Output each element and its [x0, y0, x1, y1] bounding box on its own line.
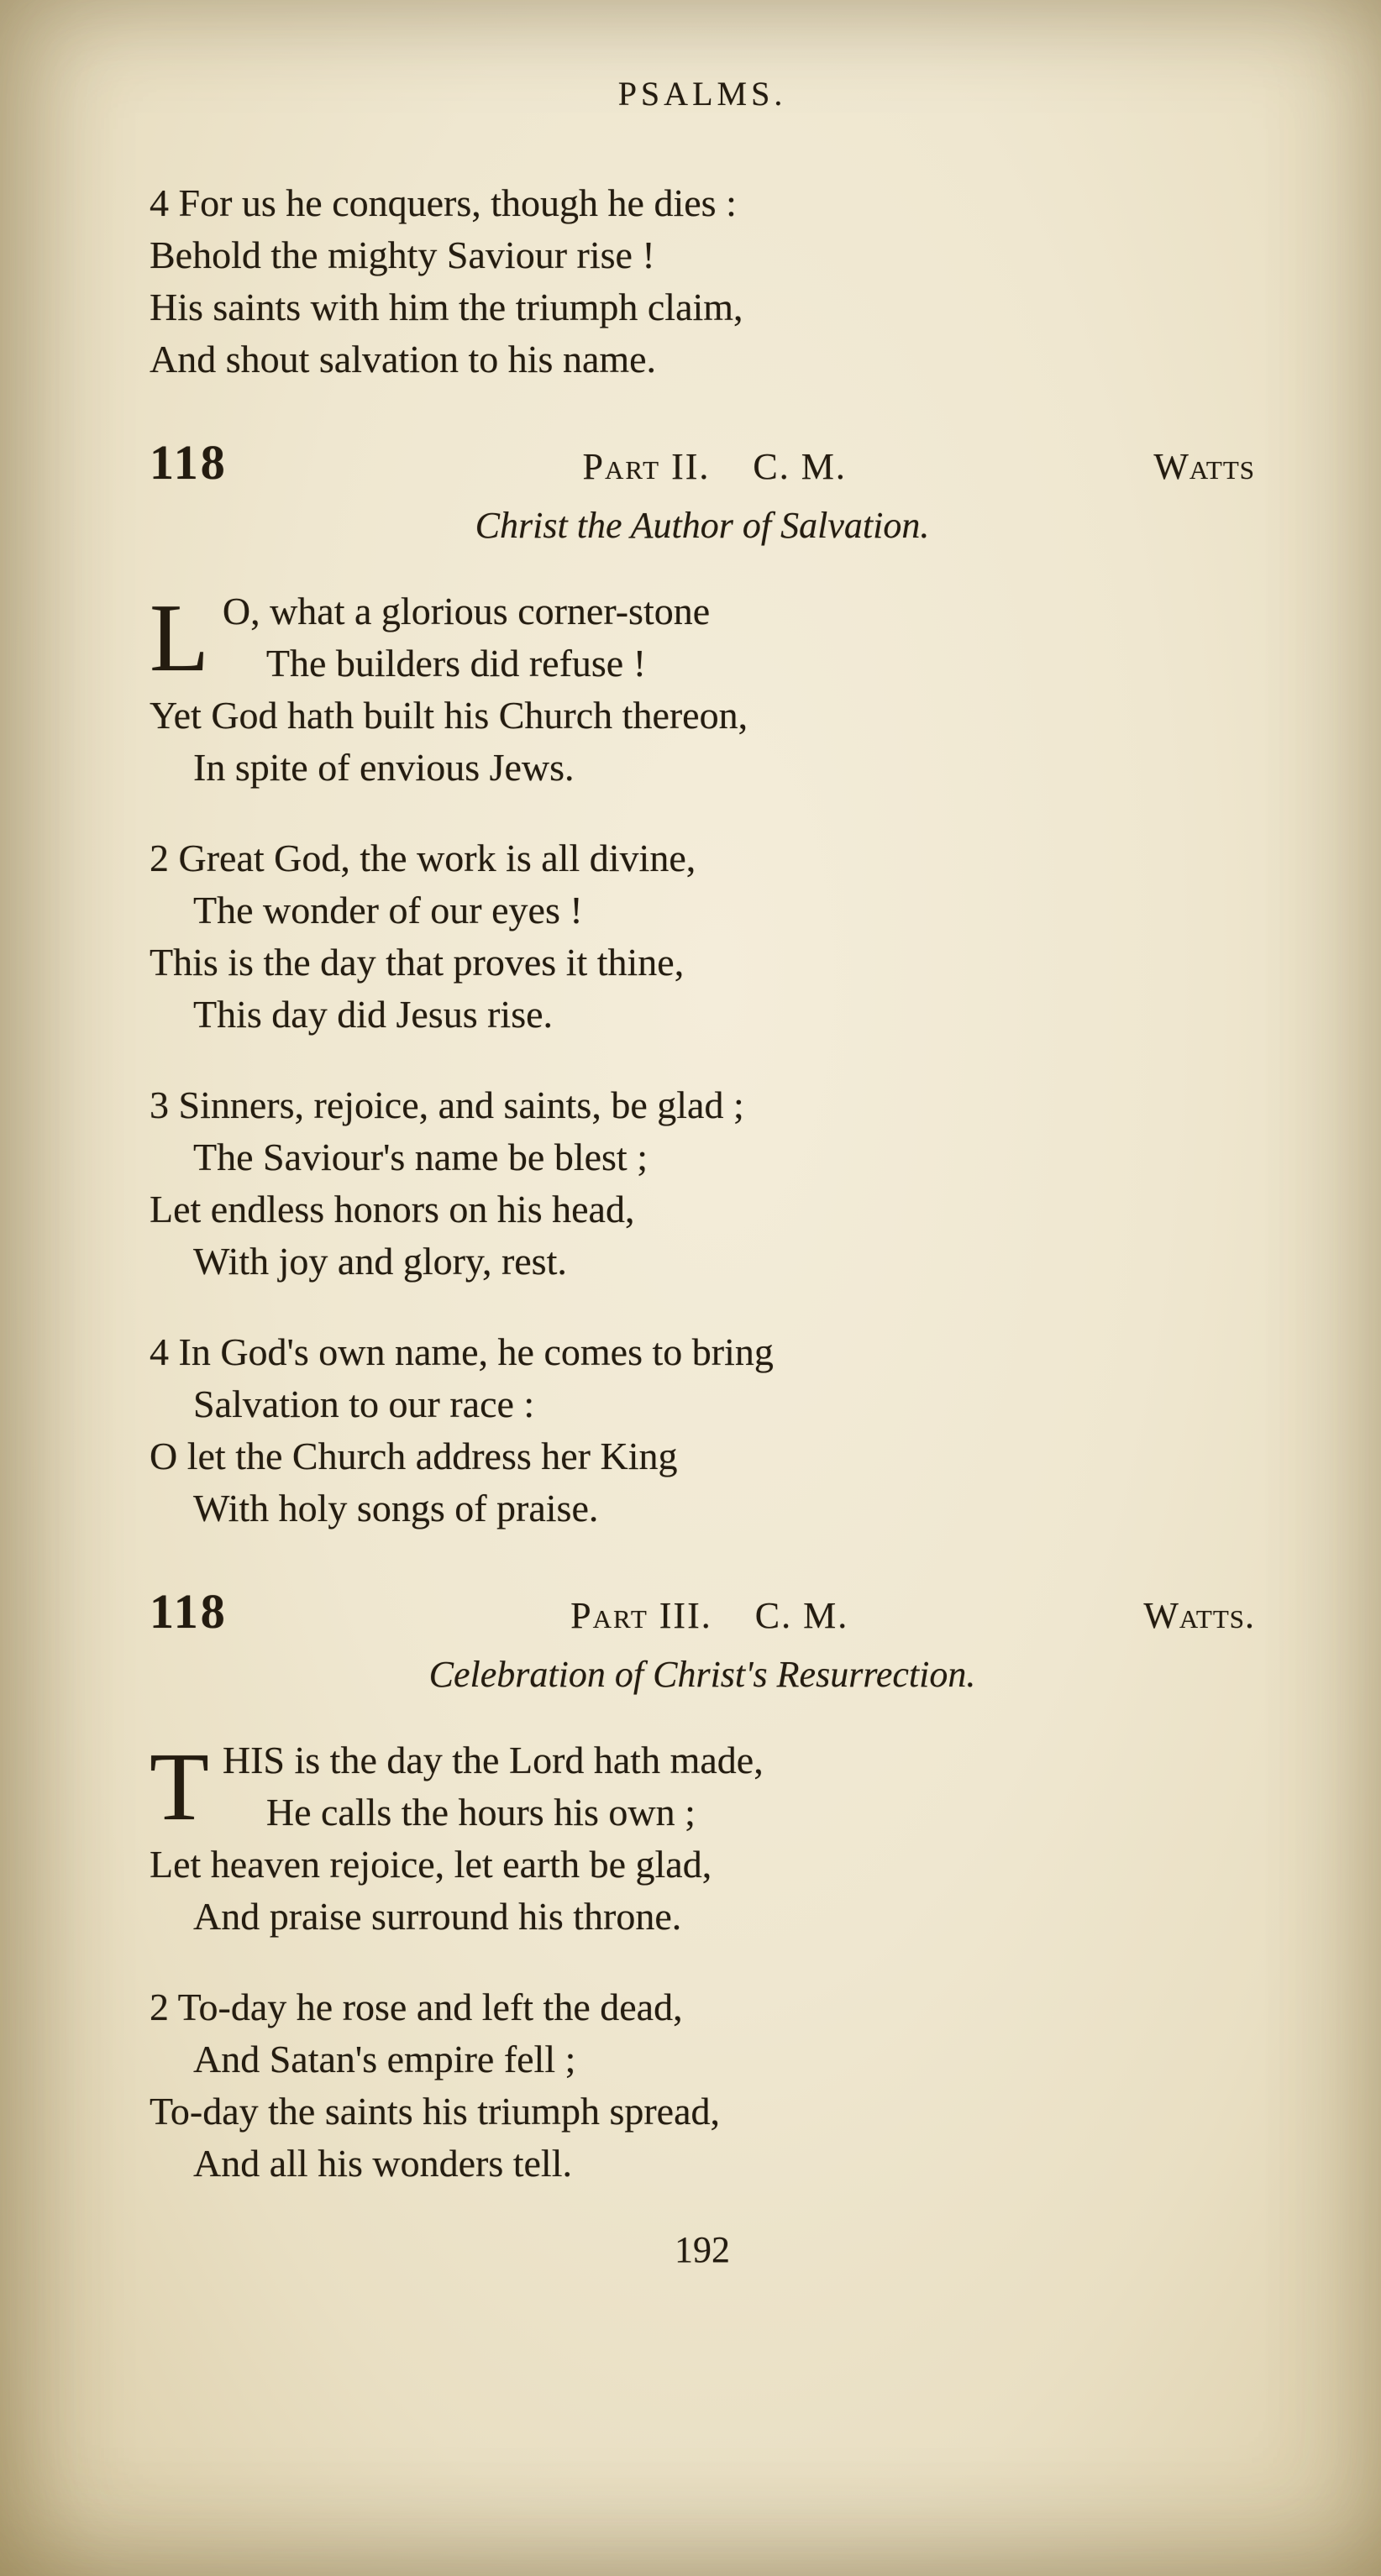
hymn-part: Part III. [570, 1595, 712, 1636]
verse-line: His saints with him the triumph claim, [150, 286, 743, 328]
verse-line: 2 Great God, the work is all divine, [150, 837, 696, 879]
verse-line: The builders did refuse ! [265, 642, 647, 685]
verse-line: HIS is the day the Lord hath made, [222, 1739, 764, 1781]
verse-line: Behold the mighty Saviour rise ! [150, 233, 655, 276]
hymn-header [150, 1583, 1255, 1640]
stanza [150, 1734, 1255, 1943]
verse-line: This day did Jesus rise. [193, 993, 554, 1036]
verse-line: 4 In God's own name, he comes to bring [150, 1330, 774, 1373]
verse-line: Yet God hath built his Church thereon, [150, 694, 748, 737]
page-number: 192 [675, 2229, 730, 2270]
verse-line: And praise surround his throne. [193, 1895, 682, 1938]
verse-line: With joy and glory, rest. [193, 1240, 567, 1283]
running-head: PSALMS. [617, 75, 787, 113]
verse-line: O let the Church address her King [150, 1435, 678, 1477]
verse-line: The wonder of our eyes ! [193, 889, 583, 931]
verse-line: And Satan's empire fell ; [193, 2038, 576, 2080]
hymn-part: Part II. [582, 446, 711, 487]
drop-cap: L [150, 585, 209, 692]
hymn-author: Watts. [1143, 1595, 1255, 1636]
hymn-part-meter [276, 445, 1153, 488]
hymn-118-part-2 [150, 434, 1255, 1535]
hymn-part-meter [276, 1594, 1143, 1637]
hymn-number: 118 [150, 1584, 228, 1639]
verse-line: O, what a glorious corner-stone [222, 590, 711, 632]
verse-line: He calls the hours his own ; [265, 1791, 696, 1834]
hymn-title: Christ the Author of Salvation. [475, 505, 930, 546]
hymn-meter: C. M. [753, 446, 847, 487]
hymn-header [150, 434, 1255, 491]
stanza [150, 832, 1255, 1041]
verse-line: 2 To-day he rose and left the dead, [150, 1986, 683, 2028]
verse-line: 3 Sinners, rejoice, and saints, be glad ; [150, 1083, 744, 1126]
verse-line: With holy songs of praise. [193, 1487, 599, 1529]
drop-cap: T [150, 1734, 209, 1841]
stanza [150, 585, 1255, 794]
verse-line: Let endless honors on his head, [150, 1188, 635, 1230]
stanza [150, 1326, 1255, 1535]
verse-line: Salvation to our race : [193, 1382, 535, 1425]
verse-line: To-day the saints his triumph spread, [150, 2090, 720, 2133]
verse-line: Let heaven rejoice, let earth be glad, [150, 1843, 712, 1886]
stanza [150, 1981, 1255, 2190]
verse-line: And all his wonders tell. [193, 2142, 572, 2185]
hymn-title: Celebration of Christ's Resurrection. [428, 1654, 976, 1695]
stanza-continuation [150, 177, 1255, 386]
stanza [150, 1079, 1255, 1288]
hymn-number: 118 [150, 435, 228, 490]
hymn-author: Watts [1153, 446, 1255, 487]
verse-line: This is the day that proves it thine, [150, 941, 685, 984]
verse-line: And shout salvation to his name. [150, 338, 657, 380]
verse-line: 4 For us he conquers, though he dies : [150, 181, 737, 224]
verse-line: The Saviour's name be blest ; [193, 1136, 648, 1178]
hymn-118-part-3 [150, 1583, 1255, 2190]
hymn-meter: C. M. [754, 1595, 849, 1636]
verse-line: In spite of envious Jews. [193, 746, 575, 789]
